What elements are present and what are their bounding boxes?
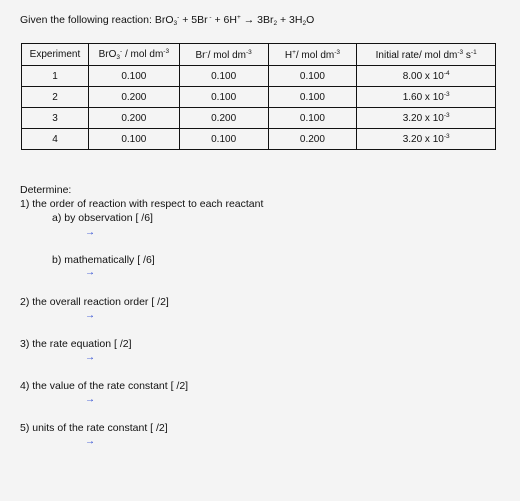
answer-arrow-icon: →: [85, 394, 95, 405]
cell-h: 0.100: [268, 87, 357, 108]
cell-br: 0.100: [179, 87, 268, 108]
cell-rate: [357, 129, 496, 150]
table-row: [22, 129, 496, 150]
reaction-text: + 6H: [211, 14, 237, 26]
reaction-text: 3Br: [257, 14, 274, 26]
superscript: -3: [246, 48, 252, 56]
cell-rate: [357, 108, 496, 129]
question-3: 3) the rate equation [ /2]: [20, 338, 132, 350]
superscript: -: [205, 48, 208, 56]
table-header-row: [22, 44, 496, 66]
cell-br: 0.100: [179, 66, 268, 87]
cell-experiment: 4: [22, 129, 89, 150]
superscript: -4: [443, 70, 450, 77]
cell-bro3: 0.200: [88, 87, 179, 108]
reaction-equation: [20, 14, 314, 27]
superscript: -3: [443, 91, 450, 98]
subscript: 2: [302, 20, 307, 27]
header-label: BrO: [98, 49, 117, 60]
reaction-text: O: [306, 14, 315, 26]
superscript: -: [120, 48, 123, 55]
reaction-text: + 5Br: [179, 14, 208, 26]
superscript: -: [207, 14, 212, 21]
superscript: -: [177, 14, 180, 21]
cell-rate: [357, 66, 496, 87]
header-bro3-concentration: [88, 44, 179, 66]
cell-rate: [357, 87, 496, 108]
question-1b: b) mathematically [ /6]: [52, 254, 155, 266]
question-5: 5) units of the rate constant [ /2]: [20, 422, 168, 434]
header-label: s: [463, 49, 471, 61]
subscript: 3: [116, 54, 120, 61]
header-label: H: [284, 49, 293, 61]
cell-experiment: 3: [22, 108, 89, 129]
table-row: [22, 66, 496, 87]
cell-bro3: 0.100: [88, 129, 179, 150]
cell-h: 0.100: [268, 108, 357, 129]
rate-value: 8.00 x 10: [402, 71, 444, 82]
answer-arrow-icon: →: [85, 267, 95, 278]
answer-arrow-icon: →: [85, 436, 95, 447]
header-h-concentration: [268, 44, 357, 66]
superscript: -3: [443, 133, 450, 140]
table-row: [22, 108, 496, 129]
superscript: -1: [470, 48, 477, 56]
cell-experiment: 1: [22, 66, 89, 87]
question-2: 2) the overall reaction order [ /2]: [20, 296, 169, 308]
cell-h: 0.200: [268, 129, 357, 150]
header-initial-rate: [357, 44, 496, 66]
cell-bro3: 0.200: [88, 108, 179, 129]
reaction-text: Given the following reaction: BrO: [20, 14, 174, 26]
answer-arrow-icon: →: [85, 352, 95, 363]
superscript: -3: [163, 48, 170, 55]
subscript: 3: [173, 20, 178, 27]
table-row: [22, 87, 496, 108]
header-experiment: [22, 44, 89, 66]
rate-value: 3.20 x 10: [402, 134, 444, 145]
determine-heading: Determine:: [20, 184, 72, 196]
cell-h: 0.100: [268, 66, 357, 87]
rate-value: 3.20 x 10: [402, 113, 444, 124]
superscript: +: [292, 48, 296, 56]
question-1a: a) by observation [ /6]: [52, 212, 153, 224]
answer-arrow-icon: →: [85, 227, 95, 238]
header-br-concentration: [179, 44, 268, 66]
rate-value: 1.60 x 10: [402, 92, 444, 103]
superscript: +: [236, 14, 241, 21]
header-label: Initial rate/ mol dm: [375, 49, 458, 61]
cell-experiment: 2: [22, 87, 89, 108]
reaction-text: + 3H: [277, 14, 303, 26]
cell-br: 0.100: [179, 129, 268, 150]
reaction-arrow: →: [240, 14, 258, 26]
cell-br: 0.200: [179, 108, 268, 129]
header-label: / mol dm: [207, 49, 246, 61]
header-label: Experiment: [29, 49, 81, 60]
subscript: 2: [273, 20, 278, 27]
header-label: Br: [195, 49, 206, 61]
header-label: / mol dm: [122, 49, 164, 60]
superscript: -3: [457, 48, 464, 56]
question-4: 4) the value of the rate constant [ /2]: [20, 380, 189, 392]
question-1: 1) the order of reaction with respect to each reactant: [20, 198, 264, 210]
rate-data-table: [21, 43, 496, 150]
superscript: -3: [443, 112, 450, 119]
superscript: -3: [334, 48, 340, 56]
header-label: / mol dm: [295, 49, 335, 61]
answer-arrow-icon: →: [85, 310, 95, 321]
cell-bro3: 0.100: [88, 66, 179, 87]
